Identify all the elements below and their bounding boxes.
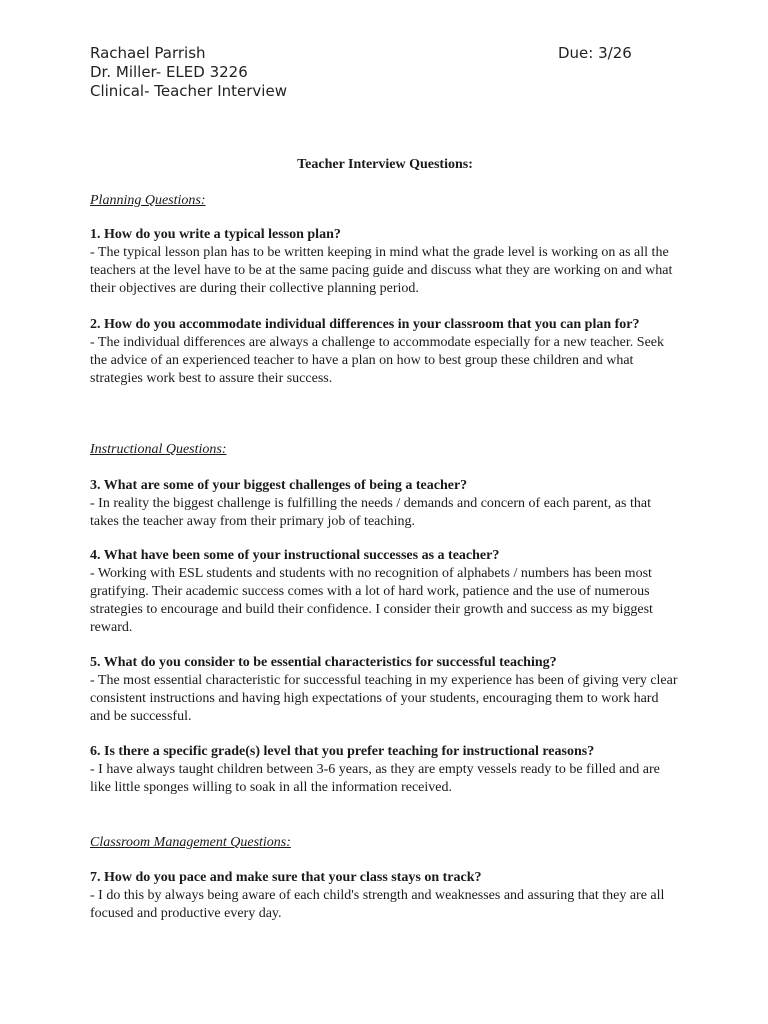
question-text: 4. What have been some of your instructional successes as a teacher?	[90, 548, 500, 563]
document-page	[90, 44, 680, 921]
qa-item-2	[90, 316, 678, 388]
answer-text: - I have always taught children between 3-6 years, as they are empty vessels ready to be filled and are like little sponges willing to soak in all the information received.	[90, 762, 660, 795]
answer-text: - In reality the biggest challenge is fulfilling the needs / demands and concern of each parent, as that takes the teacher away from their primary job of teaching.	[90, 496, 651, 529]
course-info: Dr. Miller- ELED 3226	[90, 63, 248, 81]
section-heading-instructional: Instructional Questions:	[90, 442, 227, 457]
document-title: Teacher Interview Questions:	[297, 157, 473, 172]
assignment-title: Clinical- Teacher Interview	[90, 82, 287, 100]
question-text: 6. Is there a specific grade(s) level that you prefer teaching for instructional reasons?	[90, 744, 595, 759]
qa-item-7	[90, 869, 678, 923]
question-text: 3. What are some of your biggest challenges of being a teacher?	[90, 478, 468, 493]
qa-item-3	[90, 477, 678, 531]
answer-text: - The typical lesson plan has to be written keeping in mind what the grade level is working on as all the teachers at the level have to be at the same pacing guide and discuss what they are working on and what their objectives are during their collective planning period.	[90, 245, 673, 296]
question-text: 7. How do you pace and make sure that your class stays on track?	[90, 870, 482, 885]
section-heading-classroom-management: Classroom Management Questions:	[90, 835, 291, 850]
student-name: Rachael Parrish	[90, 44, 206, 62]
qa-item-4	[90, 547, 678, 637]
section-heading-planning: Planning Questions:	[90, 193, 206, 208]
answer-text: - The most essential characteristic for successful teaching in my experience has been of giving very clear consistent instructions and having high expectations of your students, encouraging them to work hard and be successful.	[90, 673, 678, 724]
answer-text: - Working with ESL students and students with no recognition of alphabets / numbers has been most gratifying. Their academic success comes with a lot of hard work, patience and the use of numerous strategies to encourage and build their confidence. I consider their growth and success as my biggest reward.	[90, 566, 653, 635]
question-text: 1. How do you write a typical lesson plan?	[90, 227, 341, 242]
question-text: 2. How do you accommodate individual differences in your classroom that you can plan for?	[90, 317, 640, 332]
question-text: 5. What do you consider to be essential characteristics for successful teaching?	[90, 655, 557, 670]
qa-item-1	[90, 226, 678, 298]
qa-item-6	[90, 743, 678, 797]
answer-text: - The individual differences are always a challenge to accommodate especially for a new teacher. Seek the advice of an experienced teacher to have a plan on how to best group these children and what strategies work best to assure their success.	[90, 335, 664, 386]
qa-item-5	[90, 654, 678, 726]
due-date: Due: 3/26	[558, 44, 632, 62]
answer-text: - I do this by always being aware of each child's strength and weaknesses and assuring that they are all focused and productive every day.	[90, 888, 665, 921]
